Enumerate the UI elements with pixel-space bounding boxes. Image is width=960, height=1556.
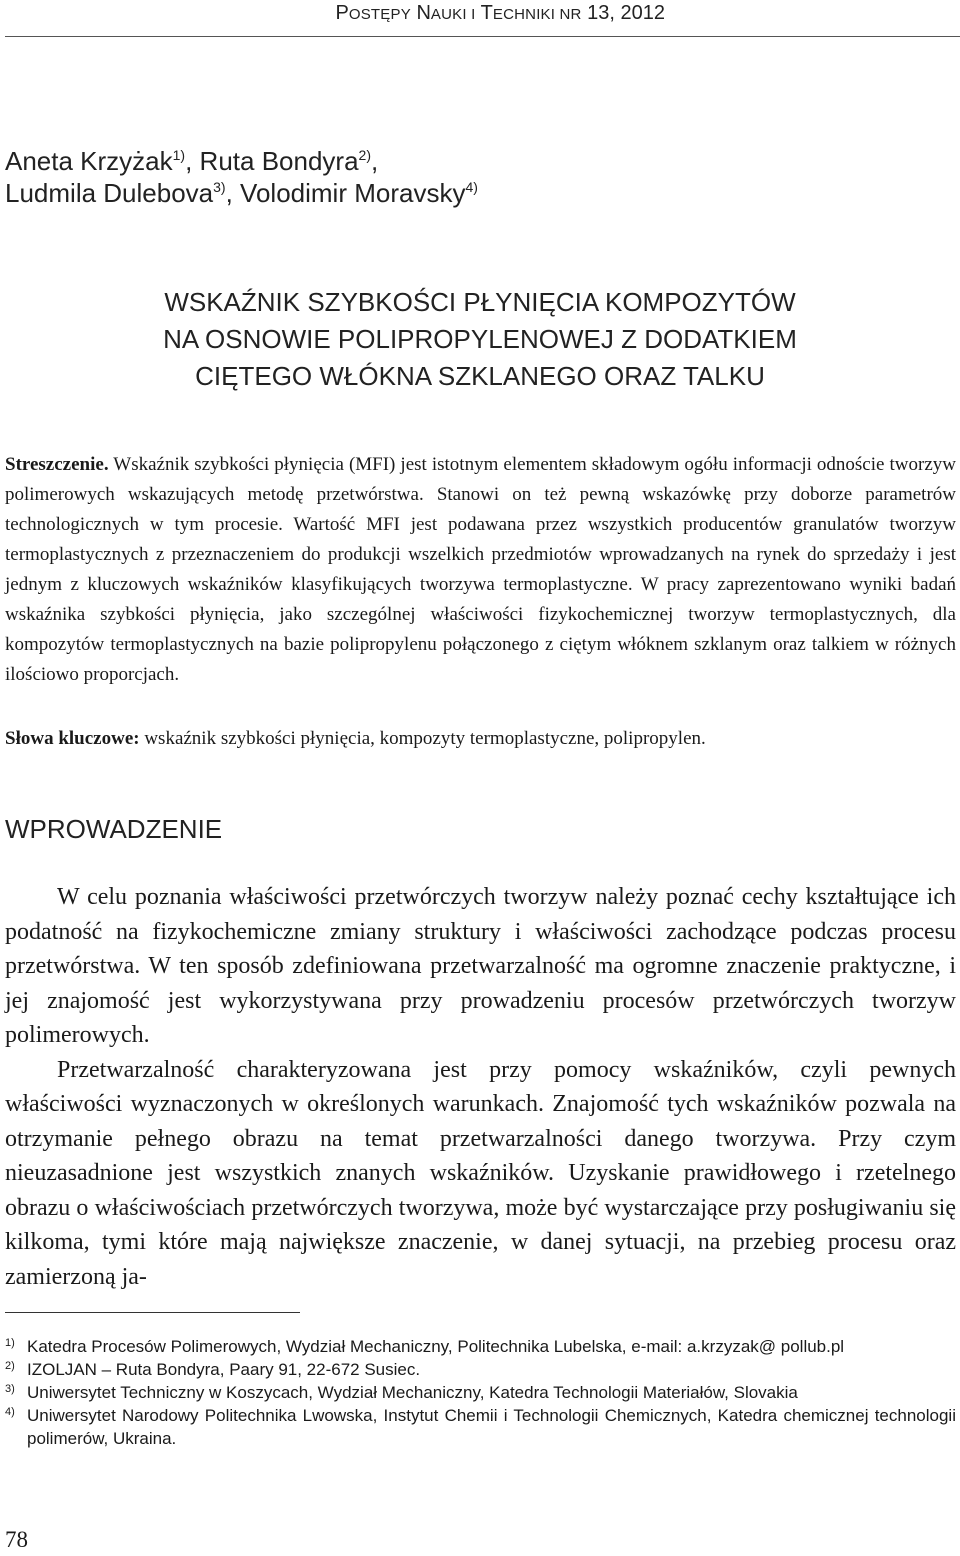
section-heading: WPROWADZENIE (5, 814, 223, 844)
journal-word-nauki-i: AUKI I (430, 6, 476, 23)
journal-initial-p: P (335, 2, 349, 24)
title-line-1: WSKAŹNIK SZYBKOŚCI PŁYNIĘCIA KOMPOZYTÓW (164, 287, 796, 317)
author-name: Ruta Bondyra (199, 146, 359, 176)
author-list (5, 145, 478, 209)
footnotes (5, 1335, 956, 1450)
title-line-2: NA OSNOWIE POLIPROPYLENOWEJ Z DODATKIEM (163, 324, 797, 354)
paper-title (0, 284, 960, 395)
body-paragraph-1: W celu poznania właściwości przetwórczych tworzyw należy poznać cechy kształtujące ich podatność na fizykochemiczne zmiany struktury i właściwości zachodzące podczas procesu przetwórstwa. W ten sposób zdefiniowana przetwarzalność ma ogromne znaczenie praktyczne, i jej znajomość jest wykorzystywana przy prowadzeniu procesów przetwórczych tworzyw polimerowych. (5, 884, 956, 1048)
author-affiliation-mark: 2) (358, 147, 371, 163)
footnote-text: Uniwersytet Narodowy Politechnika Lwowska, Instytut Chemii i Technologii Chemicznych, Katedra chemicznej technologii polimerów, Ukraina. (27, 1406, 956, 1448)
author-line-1 (5, 145, 478, 177)
author-line-2 (5, 177, 478, 209)
footnote-text: Uniwersytet Techniczny w Koszycach, Wydział Mechaniczny, Katedra Technologii Materiałów, Slovakia (27, 1383, 798, 1402)
footnote-mark: 3) (5, 1383, 15, 1395)
journal-word-techniki-nr: ECHNIKI NR (492, 6, 582, 23)
header-divider (5, 36, 960, 37)
footnote (5, 1335, 956, 1358)
author-affiliation-mark: 4) (465, 179, 478, 195)
footnote-text: IZOLJAN – Ruta Bondyra, Paary 91, 22-672 Susiec. (27, 1360, 421, 1379)
journal-initial-t: T (480, 2, 493, 24)
journal-issue: 13, 2012 (587, 2, 665, 24)
keywords (5, 724, 956, 754)
section-body (5, 880, 956, 1294)
author-name: Volodimir Moravsky (240, 178, 466, 208)
author-affiliation-mark: 1) (172, 147, 186, 163)
page-number: 78 (5, 1527, 28, 1552)
abstract-text: Wskaźnik szybkości płynięcia (MFI) jest istotnym elementem składowym ogółu informacji odnoście tworzyw polimerowych wskazujących metodę przetwórstwa. Stanowi on też pewną wskazówkę przy doborze parametrów technologicznych w tym procesie. Wartość MFI jest podawana przez wszystkich producentów granulatów tworzyw termoplastycznych z przeznaczeniem do produkcji wszelkich przedmiotów wprowadzanych na rynek do sprzedaży i jest jednym z kluczowych wskaźników klasyfikujących tworzywa termoplastyczne. W pracy zaprezentowano wyniki badań wskaźnika szybkości płynięcia, jako szczególnej właściwości fizykochemicznej tworzyw termoplastycznych, dla kompozytów termoplastycznych na bazie polipropylenu połączonego z ciętym włóknem szklanym oraz talkiem w różnych ilościowo proporcjach. (5, 454, 956, 685)
keywords-label: Słowa kluczowe: (5, 728, 140, 749)
footnote (5, 1358, 956, 1381)
author-separator: , (225, 178, 241, 208)
author-separator: , (370, 146, 379, 176)
title-line-3: CIĘTEGO WŁÓKNA SZKLANEGO ORAZ TALKU (195, 361, 765, 391)
author-separator: , (185, 146, 200, 176)
journal-initial-n: N (416, 2, 431, 24)
author-name: Ludmila Dulebova (5, 178, 214, 208)
keywords-text: wskaźnik szybkości płynięcia, kompozyty termoplastyczne, polipropylen. (144, 728, 706, 749)
journal-word-postepy: OSTĘPY (348, 6, 411, 23)
footnote-divider (5, 1312, 300, 1313)
author-affiliation-mark: 3) (213, 179, 226, 195)
footnote-mark: 4) (5, 1406, 15, 1418)
footnote-mark: 2) (5, 1360, 15, 1372)
author-name: Aneta Krzyżak (5, 146, 173, 176)
footnote (5, 1404, 956, 1450)
footnote (5, 1381, 956, 1404)
abstract (5, 450, 956, 690)
abstract-label: Streszczenie. (5, 454, 109, 475)
footnote-mark: 1) (5, 1337, 15, 1349)
running-header (336, 2, 666, 25)
body-paragraph-2: Przetwarzalność charakteryzowana jest przy pomocy wskaźników, czyli pewnych właściwości wyznaczonych w określonych warunkach. Znajomość tych wskaźników pozwala na otrzymanie pełnego obrazu na temat przetwarzalności danego tworzywa. Przy czym nieuzasadnione jest wszystkich znanych wskaźników. Uzyskanie prawidłowego i rzetelnego obrazu o właściwościach przetwórczych tworzywa, może być wystarczające przy posługiwaniu się kilkoma, tymi które mają największe znaczenie, w danej sytuacji, na przebieg procesu oraz zamierzoną ja- (5, 1056, 956, 1290)
footnote-text: Katedra Procesów Polimerowych, Wydział Mechaniczny, Politechnika Lubelska, e-mail: a.krzyzak@ pollub.pl (27, 1337, 845, 1356)
